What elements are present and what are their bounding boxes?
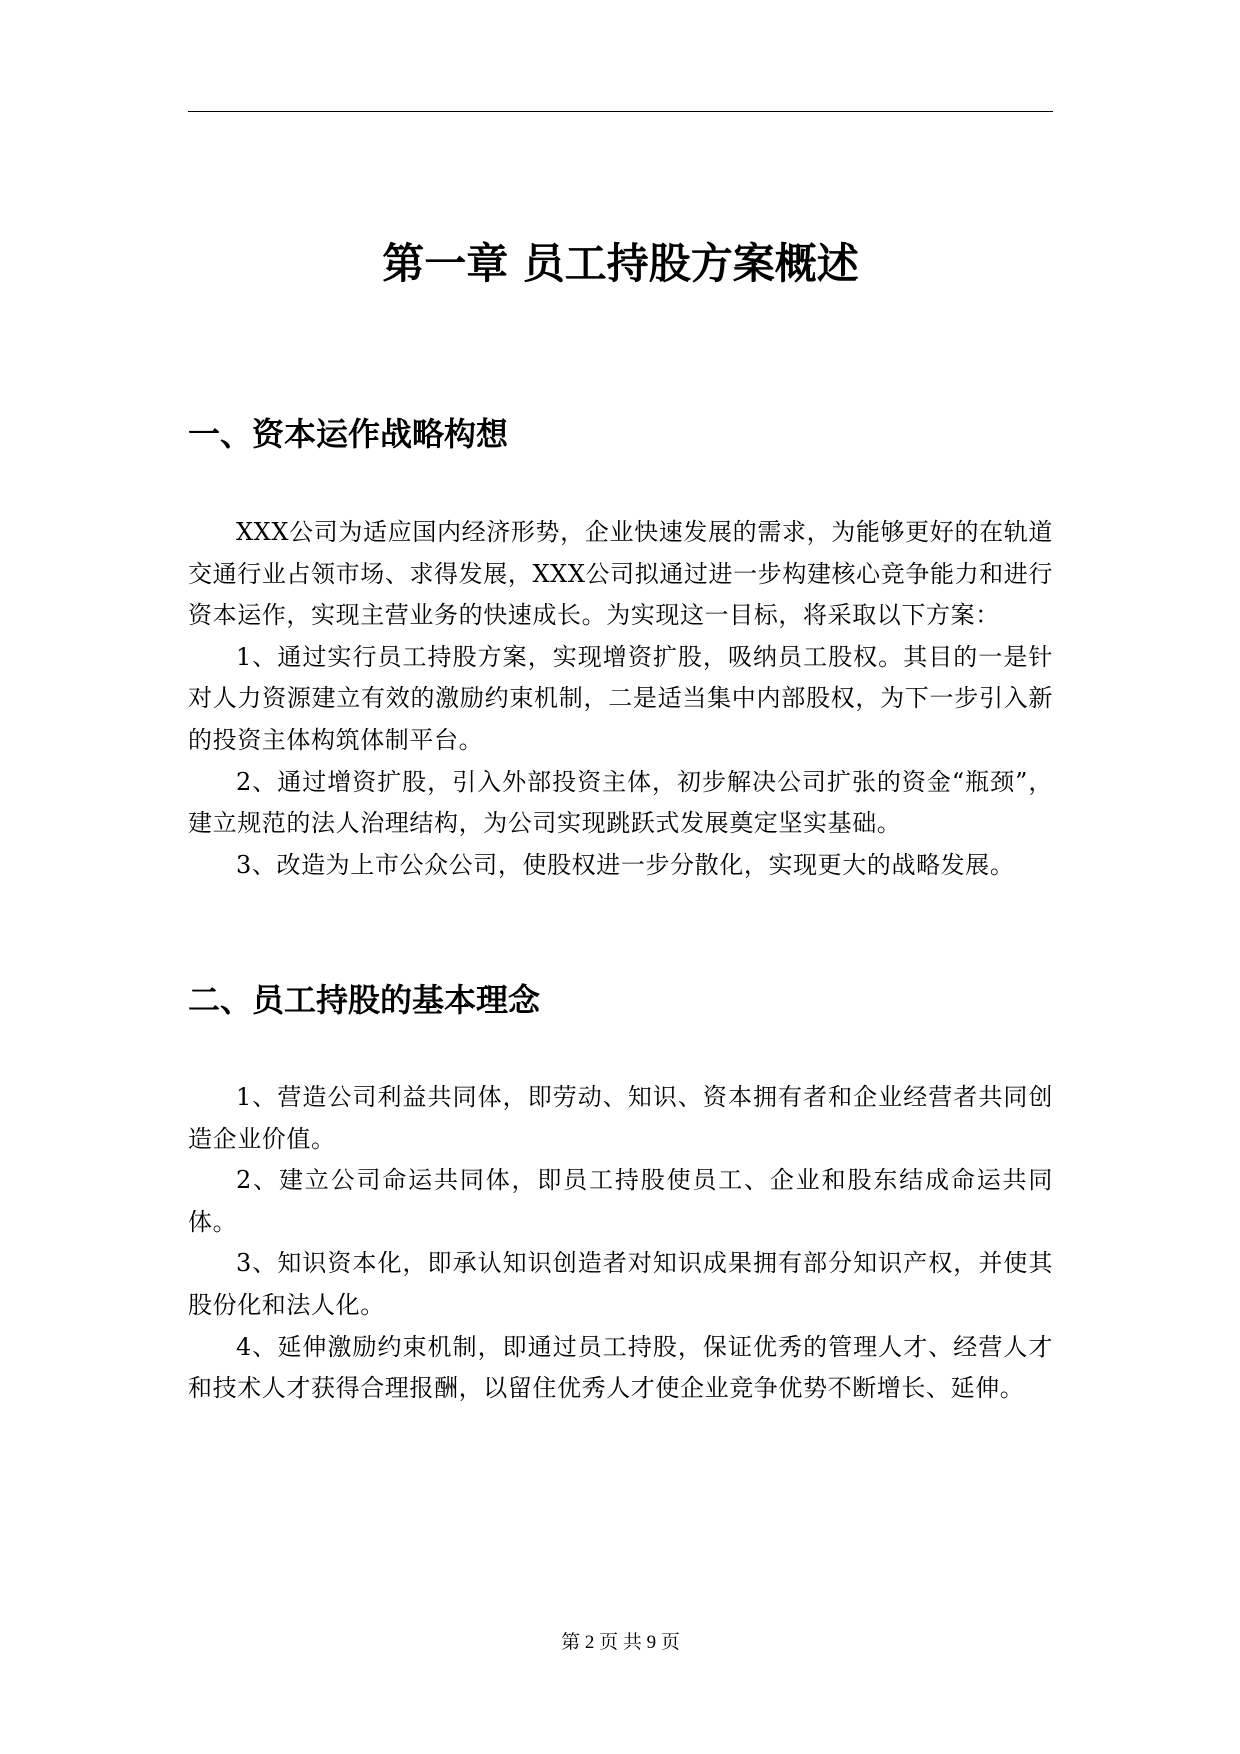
paragraph: 1、通过实行员工持股方案，实现增资扩股，吸纳员工股权。其目的一是针对人力资源建立有效的激励约束机制，二是适当集中内部股权，为下一步引入新的投资主体构筑体制平台。 <box>188 642 1053 754</box>
paragraph: 4、延伸激励约束机制，即通过员工持股，保证优秀的管理人才、经营人才和技术人才获得合理报酬，以留住优秀人才使企业竞争优势不断增长、延伸。 <box>188 1332 1053 1403</box>
section-body-basic-concepts <box>188 1077 1053 1410</box>
paragraph: 3、改造为上市公众公司，使股权进一步分散化，实现更大的战略发展。 <box>236 850 1015 879</box>
page-footer: 第 2 页 共 9 页 <box>561 1632 680 1653</box>
paragraph: 2、通过增资扩股，引入外部投资主体，初步解决公司扩张的资金“瓶颈”，建立规范的法人治理结构，为公司实现跳跃式发展奠定坚实基础。 <box>188 767 1053 838</box>
paragraph: XXX公司为适应国内经济形势，企业快速发展的需求，为能够更好的在轨道交通行业占领市场、求得发展，XXX公司拟通过进一步构建核心竞争能力和进行资本运作，实现主营业务的快速成长。为实现这一目标，将采取以下方案： <box>188 518 1053 630</box>
section-heading-capital-strategy: 一、资本运作战略构想 <box>188 415 509 453</box>
section-heading-basic-concepts: 二、员工持股的基本理念 <box>188 981 541 1019</box>
section-body-capital-strategy <box>188 512 1053 886</box>
paragraph: 3、知识资本化，即承认知识创造者对知识成果拥有部分知识产权，并使其股份化和法人化。 <box>188 1249 1053 1319</box>
header-rule <box>188 111 1053 112</box>
paragraph: 1、营造公司利益共同体，即劳动、知识、资本拥有者和企业经营者共同创造企业价值。 <box>188 1083 1053 1153</box>
paragraph: 2、建立公司命运共同体，即员工持股使员工、企业和股东结成命运共同体。 <box>188 1166 1053 1236</box>
chapter-title: 第一章 员工持股方案概述 <box>382 239 859 288</box>
